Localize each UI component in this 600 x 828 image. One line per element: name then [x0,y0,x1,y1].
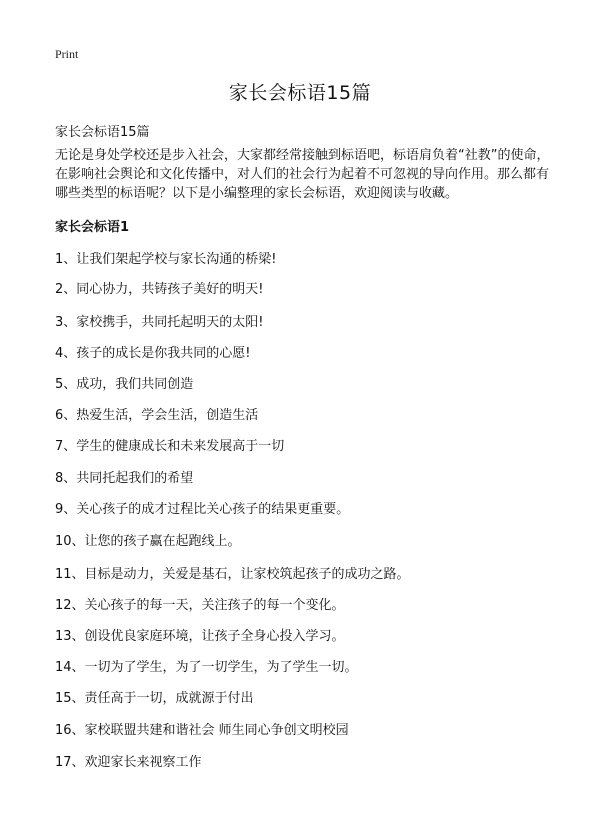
slogan-item: 8、共同托起我们的希望 [55,471,194,486]
slogan-item: 17、欢迎家长来视察工作 [55,755,202,770]
slogan-item: 3、家校携手，共同托起明天的太阳! [55,315,264,330]
intro-paragraph: 无论是身处学校还是步入社会，大家都经常接触到标语吧，标语肩负着“社教”的使命，在影响社会舆论和文化传播中，对人们的社会行为起着不可忽视的导向作用。那么都有哪些类型的标语呢？以下是小编整理的家长会标语，欢迎阅读与收藏。 [55,148,550,201]
slogan-item: 6、热爱生活，学会生活，创造生活 [55,408,259,423]
slogan-item: 1、让我们架起学校与家长沟通的桥梁! [55,252,277,267]
page-title: 家长会标语15篇 [228,82,372,104]
slogan-item: 10、让您的孩子赢在起跑线上。 [55,534,241,549]
slogan-item: 7、学生的健康成长和未来发展高于一切 [55,439,285,454]
print-link[interactable]: Print [55,47,79,61]
slogan-item: 13、创设优良家庭环境，让孩子全身心投入学习。 [55,629,345,644]
slogan-item: 4、孩子的成长是你我共同的心愿! [55,346,251,361]
slogan-item: 16、家校联盟共建和谐社会 师生同心争创文明校园 [55,723,349,738]
slogan-item: 2、同心协力，共铸孩子美好的明天! [55,282,264,297]
slogan-item: 5、成功，我们共同创造 [55,377,194,392]
slogan-item: 12、关心孩子的每一天，关注孩子的每一个变化。 [55,598,345,613]
slogan-item: 9、关心孩子的成才过程比关心孩子的结果更重要。 [55,502,350,517]
section-heading: 家长会标语1 [55,220,130,235]
slogan-item: 14、一切为了学生，为了一切学生，为了学生一切。 [55,660,358,675]
slogan-item: 15、责任高于一切，成就源于付出 [55,691,254,706]
subtitle: 家长会标语15篇 [55,125,150,140]
slogan-item: 11、目标是动力，关爱是基石，让家校筑起孩子的成功之路。 [55,567,410,582]
